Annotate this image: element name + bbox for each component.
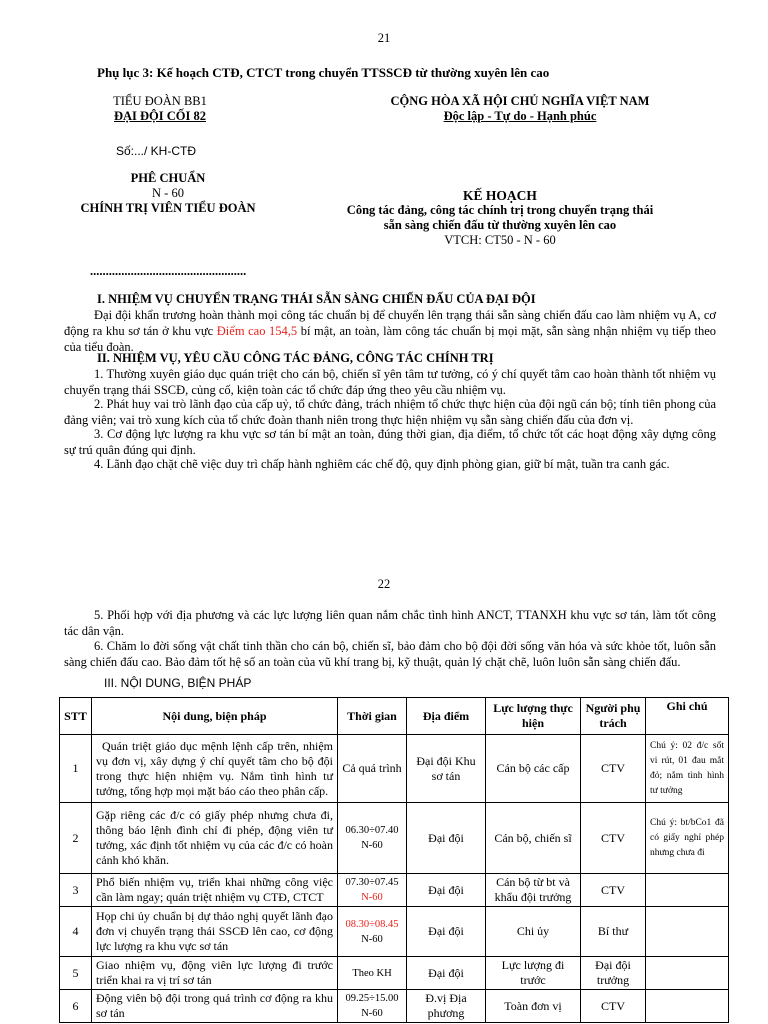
header-lead: Người phụ trách — [581, 698, 646, 735]
plan-title: KẾ HOẠCH — [463, 188, 537, 203]
row-note: Chú ý: bt/bCo1 đã có giấy nghỉ phép nhưng chưa đi — [646, 803, 729, 874]
section-2-title: II. NHIỆM VỤ, YÊU CẦU CÔNG TÁC ĐẢNG, CÔNG TÁC CHÍNH TRỊ — [97, 351, 494, 365]
item-3: 3. Cơ động lực lượng ra khu vực sơ tán bí mật an toàn, đúng thời gian, địa điểm, tổ chức tốt các hoạt động xây dựng công sự trú quân đúng qui định. — [64, 427, 716, 457]
row-force: Lực lượng đi trước — [486, 957, 581, 990]
table-row — [60, 907, 729, 957]
row-time: 09.25÷15.00 N-60 — [338, 990, 407, 1023]
country-line-2: Độc lập - Tự do - Hạnh phúc — [443, 109, 597, 123]
row-content: Gặp riêng các đ/c có giấy phép nhưng chưa đi, thông báo lệnh đình chỉ đi phép, động viên tư tưởng, xác định tốt nhiệm vụ của các đ/c có hoàn cảnh khó khăn. — [92, 803, 338, 874]
unit-header — [80, 94, 240, 124]
approval-role: CHÍNH TRỊ VIÊN TIỂU ĐOÀN — [80, 201, 256, 215]
row-stt: 6 — [60, 990, 92, 1023]
table-row — [60, 990, 729, 1023]
item-2: 2. Phát huy vai trò lãnh đạo của cấp uỷ, tổ chức đảng, trách nhiệm tổ chức thực hiện của đội ngũ cán bộ; tính tiên phong của đảng viên; vai trò xung kích của tổ chức đoàn thanh niên trong thực hiện nhiệm vụ sẵn sàng chiến đấu của đơn vị. — [64, 397, 716, 427]
row-force: Cán bộ các cấp — [486, 735, 581, 803]
signature-line: .................................................. — [90, 264, 247, 278]
header-place: Địa điểm — [407, 698, 486, 735]
row-time-value: 07.30÷07.45 — [345, 877, 399, 888]
header-force: Lực lượng thực hiện — [486, 698, 581, 735]
section-1-paragraph — [64, 307, 716, 355]
approval-block — [70, 171, 266, 216]
page-number-2: 22 — [377, 577, 391, 591]
item-5: 5. Phối hợp với địa phương và các lực lượng liên quan nắm chắc tình hình ANCT, TTANXH khu vực sơ tán, làm tốt công tác dân vận. — [64, 608, 716, 638]
row-stt: 2 — [60, 803, 92, 874]
approval-date: N - 60 — [152, 186, 184, 200]
row-content: Giao nhiệm vụ, động viên lực lượng đi trước triển khai ra vị trí sơ tán — [92, 957, 338, 990]
row-time-day: N-60 — [361, 933, 383, 945]
table-row — [60, 957, 729, 990]
row-stt: 3 — [60, 874, 92, 907]
plan-heading — [330, 188, 670, 248]
row-force: Cán bộ, chiến sĩ — [486, 803, 581, 874]
row-time — [338, 874, 407, 907]
document-number: Số:.../ KH-CTĐ — [116, 144, 197, 158]
row-place: Đại đội — [407, 957, 486, 990]
unit-line-2: ĐẠI ĐỘI CỐI 82 — [113, 109, 207, 123]
row-time: Cả quá trình — [338, 735, 407, 803]
plan-subtitle-1: Công tác đảng, công tác chính trị trong chuyển trạng thái — [346, 203, 654, 217]
section-1-text-a: Đại đội khẩn trương hoàn thành mọi công tác chuẩn bị để chuyển lên trạng thái sẵn sàng chiến đấu cao làm nhiệm vụ A, cơ động ra khu sơ tán ở khu vực — [64, 308, 716, 338]
plan-subtitle-2: sẵn sàng chiến đấu từ thường xuyên lên cao — [383, 218, 617, 232]
plan-subtitle-3: VTCH: CT50 - N - 60 — [444, 233, 556, 247]
row-content: Động viên bộ đội trong quá trình cơ động ra khu sơ tán — [92, 990, 338, 1023]
row-place: Đại đội — [407, 803, 486, 874]
row-note: Chú ý: 02 đ/c sốt vi rút, 01 đau mắt đỏ; nắm tình hình tư tưởng — [646, 735, 729, 803]
row-place: Đ.vị Địa phương — [407, 990, 486, 1023]
row-lead: CTV — [581, 735, 646, 803]
row-content: Họp chi ủy chuẩn bị dự thảo nghị quyết lãnh đạo đơn vị chuyển trạng thái SSCĐ lên cao, cơ động lực lượng ra khu vực sơ tán — [92, 907, 338, 957]
row-note — [646, 957, 729, 990]
row-note — [646, 874, 729, 907]
header-content: Nội dung, biện pháp — [92, 698, 338, 735]
page-number: 21 — [377, 31, 391, 45]
row-stt: 4 — [60, 907, 92, 957]
row-place: Đại đội — [407, 907, 486, 957]
row-lead: CTV — [581, 874, 646, 907]
section-1-text-highlight: Điểm cao 154,5 — [216, 324, 298, 338]
row-stt: 1 — [60, 735, 92, 803]
row-time-value: 08.30÷08.45 — [345, 918, 399, 930]
row-lead: CTV — [581, 803, 646, 874]
row-time — [338, 907, 407, 957]
plan-table — [59, 697, 729, 1023]
section-3-title: III. NỘI DUNG, BIỆN PHÁP — [104, 676, 252, 690]
row-lead: Đại đội trưởng — [581, 957, 646, 990]
row-note — [646, 990, 729, 1023]
row-note — [646, 907, 729, 957]
country-line-1: CỘNG HÒA XÃ HỘI CHỦ NGHĨA VIỆT NAM — [390, 94, 650, 108]
row-stt: 5 — [60, 957, 92, 990]
approval-title: PHÊ CHUẨN — [130, 171, 206, 185]
section-1-title: I. NHIỆM VỤ CHUYỂN TRẠNG THÁI SẴN SÀNG CHIẾN ĐẤU CỦA ĐẠI ĐỘI — [97, 292, 536, 306]
row-lead: CTV — [581, 990, 646, 1023]
row-time-day: N-60 — [361, 892, 383, 903]
section-1-text-b: bí mật, an toàn, làm công tác chuẩn bị mọi mặt, sẵn sàng nhận nhiệm vụ tiếp theo của tiểu đoàn. — [64, 324, 716, 354]
header-time: Thời gian — [338, 698, 407, 735]
row-place: Đại đội — [407, 874, 486, 907]
table-header-row — [60, 698, 729, 735]
header-stt: STT — [60, 698, 92, 735]
row-force: Toàn đơn vị — [486, 990, 581, 1023]
row-force: Cán bộ từ bt và khẩu đội trưởng — [486, 874, 581, 907]
item-6: 6. Chăm lo đời sống vật chất tinh thần cho cán bộ, chiến sĩ, bảo đảm cho bộ đội đời sống văn hóa và sức khỏe tốt, luôn sẵn sàng chiến đấu cao. Bảo đảm tốt hệ số an toàn của vũ khí trang bị, kỹ thuật, quản lý chặt chẽ, luôn luôn sẵn sàng chiến đấu. — [64, 639, 716, 669]
item-4: 4. Lãnh đạo chặt chẽ việc duy trì chấp hành nghiêm các chế độ, quy định phòng gian, giữ bí mật, tuần tra canh gác. — [94, 457, 670, 471]
table-row — [60, 735, 729, 803]
row-place: Đại đội Khu sơ tán — [407, 735, 486, 803]
table-row — [60, 803, 729, 874]
row-time: Theo KH — [338, 957, 407, 990]
row-time: 06.30÷07.40 N-60 — [338, 803, 407, 874]
row-force: Chi ủy — [486, 907, 581, 957]
table-row — [60, 874, 729, 907]
item-1: 1. Thường xuyên giáo dục quán triệt cho cán bộ, chiến sĩ yên tâm tư tưởng, có ý chí quyết tâm cao hoàn thành tốt nhiệm vụ chuyển trạng thái SSCĐ, củng cố, kiện toàn các tổ chức đáp ứng theo yêu cầu nhiệm vụ. — [64, 367, 716, 397]
unit-line-1: TIỂU ĐOÀN BB1 — [113, 94, 207, 108]
row-content: Quán triệt giáo dục mệnh lệnh cấp trên, nhiệm vụ đơn vị, xây dựng ý chí quyết tâm cho bộ đội trong thực hiện nhiệm vụ. Nắm tình hình tư tưởng, tổng hợp mọi mặt báo cáo theo phân cấp. — [92, 735, 338, 803]
appendix-title: Phụ lục 3: Kế hoạch CTĐ, CTCT trong chuyển TTSSCĐ từ thường xuyên lên cao — [97, 65, 550, 80]
row-content: Phổ biến nhiệm vụ, triển khai những công việc cần làm ngay; quán triệt nhiệm vụ CTĐ, CTCT — [92, 874, 338, 907]
row-lead: Bí thư — [581, 907, 646, 957]
header-note: Ghi chú — [646, 698, 729, 735]
country-header — [360, 94, 680, 124]
